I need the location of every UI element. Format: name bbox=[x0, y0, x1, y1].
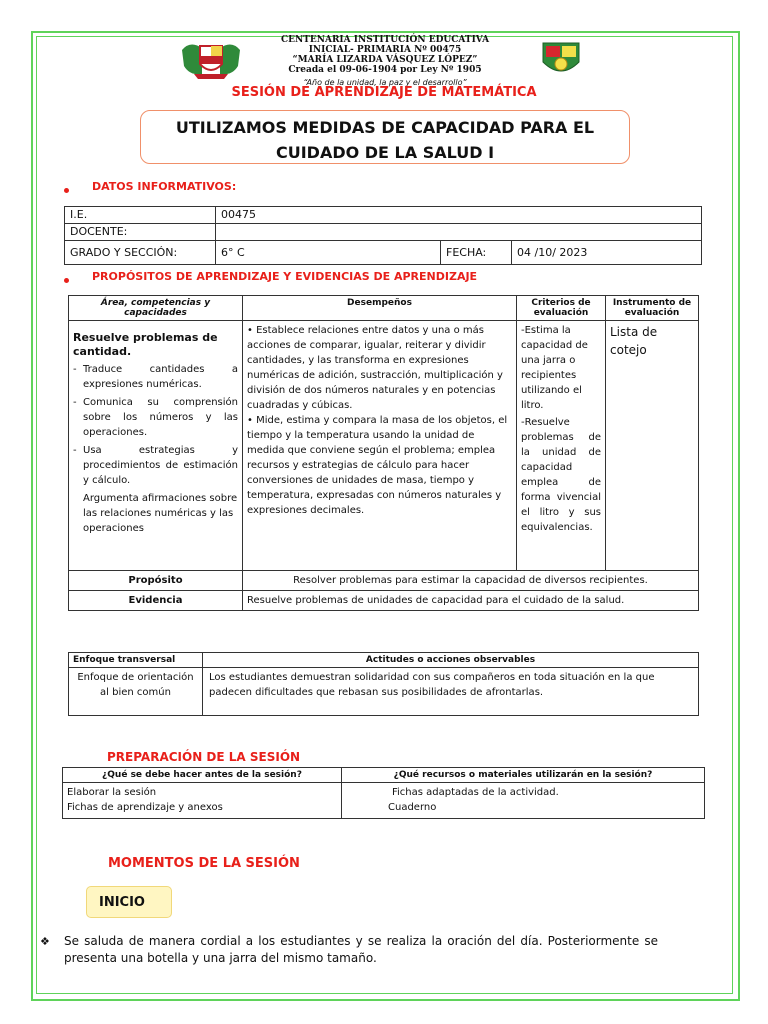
inicio-label: INICIO bbox=[86, 886, 172, 918]
docente-label: DOCENTE: bbox=[65, 224, 216, 241]
evidencia-label: Evidencia bbox=[69, 591, 243, 611]
recurso-item: Cuaderno bbox=[388, 802, 437, 813]
desempeno-2: • Mide, estima y compara la masa de los objetos, el tiempo y la temperatura usando la unidad de medida que conviene según el problema; emplea recursos y estrategias de cálculo para hacer conversiones de unidades de masa, tiempo y temperatura, expresadas con números naturales y expresiones decimales. bbox=[247, 415, 508, 516]
docente-value bbox=[216, 224, 702, 241]
bullet-icon bbox=[64, 278, 69, 283]
ie-value: 00475 bbox=[216, 207, 702, 224]
session-title: SESIÓN DE APRENDIZAJE DE MATEMÁTICA bbox=[231, 85, 537, 100]
competencia: Resuelve problemas de cantidad. bbox=[73, 331, 218, 358]
capacidad-item: - Comunica su comprensión sobre los números y las operaciones. bbox=[73, 395, 238, 440]
school-shield-icon bbox=[540, 40, 582, 80]
school-header bbox=[270, 35, 500, 88]
capacidad-item: - Usa estrategias y procedimientos de estimación y cálculo. bbox=[73, 443, 238, 488]
evidencia-value: Resuelve problemas de unidades de capacidad para el cuidado de la salud. bbox=[243, 591, 699, 611]
preparacion-heading: PREPARACIÓN DE LA SESIÓN bbox=[107, 750, 301, 764]
main-title-line-1: UTILIZAMOS MEDIDAS DE CAPACIDAD PARA EL bbox=[175, 118, 595, 137]
diamond-bullet-icon: ❖ bbox=[40, 935, 50, 948]
inicio-paragraph: Se saluda de manera cordial a los estudiantes y se realiza la oración del día. Posteriormente se presenta una botella y una jarra del mismo tamaño. bbox=[64, 934, 658, 965]
antes-item: Fichas de aprendizaje y anexos bbox=[67, 802, 223, 813]
header-line-4: Creada el 09-06-1904 por Ley Nº 1905 bbox=[288, 65, 482, 75]
proposito-label: Propósito bbox=[69, 571, 243, 591]
area-cell bbox=[69, 321, 243, 571]
header-line-1: CENTENARIA INSTITUCIÓN EDUCATIVA bbox=[280, 35, 490, 45]
datos-heading: DATOS INFORMATIVOS: bbox=[92, 180, 237, 193]
recurso-item: Fichas adaptadas de la actividad. bbox=[392, 787, 559, 798]
antes-cell bbox=[63, 783, 342, 819]
header-line-3: “MARÍA LIZARDA VÁSQUEZ LÓPEZ” bbox=[292, 55, 478, 65]
recursos-cell bbox=[342, 783, 705, 819]
col-enfoque: Enfoque transversal bbox=[69, 653, 203, 668]
col-desempenos: Desempeños bbox=[243, 296, 517, 321]
momentos-heading: MOMENTOS DE LA SESIÓN bbox=[108, 856, 300, 871]
col-antes: ¿Qué se debe hacer antes de la sesión? bbox=[63, 768, 342, 783]
col-criterios: Criterios de evaluación bbox=[517, 296, 606, 321]
col-instrumento: Instrumento de evaluación bbox=[606, 296, 699, 321]
enfoque-table bbox=[68, 652, 699, 716]
criterio-1: -Estima la capacidad de una jarra o recipientes utilizando el litro. bbox=[521, 325, 588, 411]
col-actitudes: Actitudes o acciones observables bbox=[203, 653, 699, 668]
antes-item: Elaborar la sesión bbox=[67, 787, 157, 798]
enfoque-name: Enfoque de orientación al bien común bbox=[69, 668, 203, 716]
fecha-label: FECHA: bbox=[441, 241, 512, 265]
bullet-icon bbox=[64, 188, 69, 193]
datos-table bbox=[64, 206, 702, 265]
capacidad-item: - Traduce cantidades a expresiones numéricas. bbox=[73, 362, 238, 392]
criterios-cell bbox=[517, 321, 606, 571]
desempenos-cell bbox=[243, 321, 517, 571]
col-recursos: ¿Qué recursos o materiales utilizarán en la sesión? bbox=[342, 768, 705, 783]
proposito-value: Resolver problemas para estimar la capacidad de diversos recipientes. bbox=[243, 571, 699, 591]
propositos-table bbox=[68, 295, 699, 611]
grado-value: 6° C bbox=[216, 241, 441, 265]
main-title-line-2: CUIDADO DE LA SALUD I bbox=[275, 143, 495, 162]
enfoque-description: Los estudiantes demuestran solidaridad con sus compañeros en toda situación en la que padecen dificultades que rebasan sus posibilidades de afrontarlas. bbox=[203, 668, 699, 716]
capacidad-extra: Argumenta afirmaciones sobre las relaciones numéricas y las operaciones bbox=[83, 493, 238, 534]
preparacion-table bbox=[62, 767, 705, 819]
criterio-2: -Resuelve problemas de la unidad de capacidad emplea de forma vivencial el litro y sus equivalencias. bbox=[521, 417, 601, 533]
header-motto: “Año de la unidad, la paz y el desarrollo” bbox=[303, 78, 467, 87]
propositos-heading: PROPÓSITOS DE APRENDIZAJE Y EVIDENCIAS DE APRENDIZAJE bbox=[92, 270, 478, 283]
header-line-2: INICIAL- PRIMARIA Nº 00475 bbox=[308, 45, 462, 55]
capacidades-list bbox=[73, 362, 238, 488]
peru-coat-of-arms-icon bbox=[180, 38, 242, 80]
grado-label: GRADO Y SECCIÓN: bbox=[65, 241, 216, 265]
fecha-value: 04 /10/ 2023 bbox=[512, 241, 702, 265]
instrumento-cell: Lista de cotejo bbox=[606, 321, 699, 571]
ie-label: I.E. bbox=[65, 207, 216, 224]
desempeno-1: • Establece relaciones entre datos y una o más acciones de comparar, igualar, reiterar y dividir cantidades, y las transforma en expresiones numéricas de adición, sustracción, multiplicación y división de dos números naturales y en potencias cuadradas y cúbicas. bbox=[247, 325, 503, 411]
main-title-box bbox=[140, 110, 630, 164]
col-area: Área, competencias y capacidades bbox=[69, 296, 243, 321]
